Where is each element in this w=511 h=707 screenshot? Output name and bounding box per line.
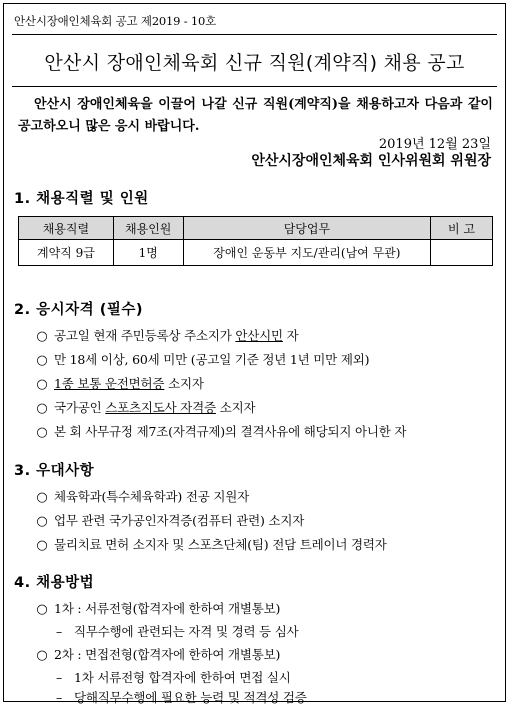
header-count: 채용인원	[113, 217, 183, 240]
circle-bullet-icon: ○	[36, 490, 48, 505]
list-item: ○ 본 회 사무규정 제7조(자격규제)의 결격사유에 해당되지 아니한 자	[34, 422, 406, 440]
list-item: ○ 국가공인 스포츠지도사 자격증 소지자	[34, 398, 255, 416]
dash-icon: –	[56, 670, 63, 685]
positions-table	[18, 216, 493, 266]
list-item: ○ 1종 보통 운전면허증 소지자	[34, 374, 204, 392]
circle-bullet-icon: ○	[36, 329, 48, 344]
underlined-text: 스포츠지도사 자격증	[105, 400, 216, 415]
section-title-qualifications: 2. 응시자격 (필수)	[14, 302, 143, 318]
sub-item: – 당해직무수행에 필요한 능력 및 적격성 검증	[56, 690, 307, 705]
top-divider	[12, 34, 497, 35]
section-title-selection-method: 4. 채용방법	[14, 575, 95, 591]
list-item: ○ 물리치료 면허 소지자 및 스포츠단체(팀) 전담 트레이너 경력자	[34, 535, 387, 553]
underlined-text: 안산시민	[235, 328, 283, 343]
issuing-organization: 안산시장애인체육회 인사위원회 위원장	[251, 153, 491, 169]
section-title-positions: 1. 채용직렬 및 인원	[14, 191, 149, 207]
table-row	[19, 240, 493, 266]
circle-bullet-icon: ○	[36, 648, 48, 663]
circle-bullet-icon: ○	[36, 401, 48, 416]
table-header-row	[19, 217, 493, 240]
notice-title: 안산시 장애인체육회 신규 직원(계약직) 채용 공고	[44, 52, 465, 74]
notice-number: 안산시장애인체육회 공고 제2019 - 10호	[14, 14, 217, 28]
header-remarks: 비 고	[431, 217, 493, 240]
circle-bullet-icon: ○	[36, 602, 48, 617]
cell-position: 계약직 9급	[19, 240, 114, 266]
notice-date: 2019년 12월 23일	[378, 137, 491, 152]
list-item: ○ 체육학과(특수체육학과) 전공 지원자	[34, 487, 249, 505]
cell-duty: 장애인 운동부 지도/관리(남여 무관)	[183, 240, 430, 266]
sub-item: – 1차 서류전형 합격자에 한하여 면접 실시	[56, 670, 291, 685]
title-divider	[12, 86, 497, 87]
cell-count: 1명	[113, 240, 183, 266]
dash-icon: –	[56, 624, 63, 639]
list-item: ○ 2차 : 면접전형(합격자에 한하여 개별통보)	[34, 645, 280, 663]
list-item: ○ 1차 : 서류전형(합격자에 한하여 개별통보)	[34, 599, 280, 617]
circle-bullet-icon: ○	[36, 514, 48, 529]
header-duty: 담당업무	[183, 217, 430, 240]
list-item: ○ 공고일 현재 주민등록상 주소지가 안산시민 자	[34, 326, 299, 344]
header-position: 채용직렬	[19, 217, 114, 240]
dash-icon: –	[56, 690, 63, 705]
circle-bullet-icon: ○	[36, 425, 48, 440]
sub-item: – 직무수행에 관련되는 자격 및 경력 등 심사	[56, 624, 299, 639]
cell-remarks	[431, 240, 493, 266]
notice-document	[3, 3, 506, 705]
list-item: ○ 업무 관련 국가공인자격증(컴퓨터 관련) 소지자	[34, 511, 304, 529]
circle-bullet-icon: ○	[36, 353, 48, 368]
list-item: ○ 만 18세 이상, 60세 미만 (공고일 기준 정년 1년 미만 제외)	[34, 350, 369, 368]
circle-bullet-icon: ○	[36, 538, 48, 553]
intro-paragraph: 안산시 장애인체육을 이끌어 나갈 신규 직원(계약직)을 채용하고자 다음과 같이 공고하오니 많은 응시 바랍니다.	[18, 97, 493, 134]
underlined-text: 1종 보통 운전면허증	[54, 376, 165, 391]
circle-bullet-icon: ○	[36, 377, 48, 392]
section-title-preferences: 3. 우대사항	[14, 463, 95, 479]
